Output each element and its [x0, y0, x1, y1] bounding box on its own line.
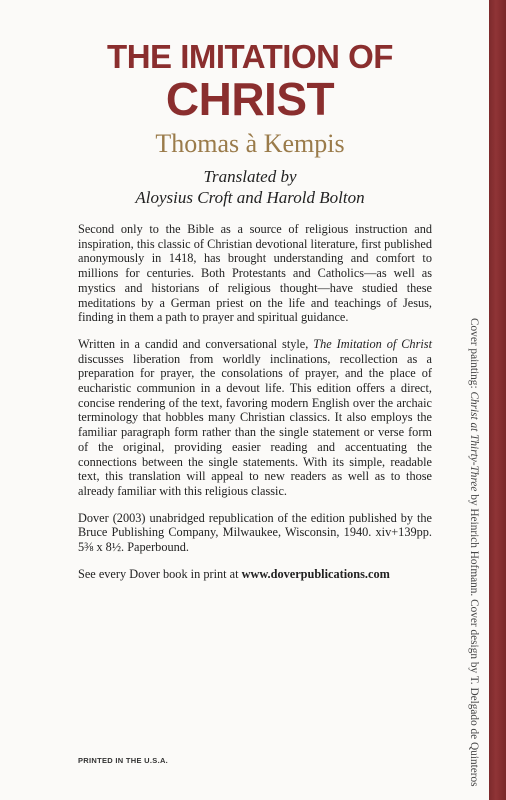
cover-credits — [462, 318, 480, 787]
translator-names: Aloysius Croft and Harold Bolton — [135, 188, 365, 207]
p2-rest: discusses liberation from worldly inclinations, recollection as a preparation for prayer, the consolations of prayer, and the place of eucharistic communion in a devout life. This edition offers a direct, concise rendering of the text, favoring modern English over the archaic terminology that hobbles many Christian classics. It also employs the familiar paragraph form rather than the single statement or verse form of the original, providing easier reading and accentuating the connections between the single statements. With its simple, readable text, this translation will appeal to new readers as well as to those already familiar with this religious classic. — [78, 351, 432, 498]
title-line-1: THE IMITATION OF — [107, 38, 393, 75]
author-name: Thomas à Kempis — [155, 129, 345, 158]
translator-block — [60, 166, 440, 208]
translated-by-label: Translated by — [203, 167, 297, 186]
p2-lead: Written in a candid and conversational style, — [78, 336, 309, 351]
credit-rest: by Heinrich Hofmann. Cover design by T. Delgado de Quinteros — [468, 494, 480, 787]
credit-lead: Cover painting: — [468, 318, 480, 389]
p2-book-title: The Imitation of Christ — [313, 336, 432, 351]
description-text — [78, 222, 432, 593]
website-line — [78, 567, 432, 582]
website-lead: See every Dover book in print at — [78, 566, 239, 581]
title-line-2: CHRIST — [165, 73, 335, 125]
book-title — [60, 38, 440, 125]
printed-in-label: PRINTED IN THE U.S.A. — [78, 756, 169, 765]
description-paragraph-2 — [78, 337, 432, 499]
publication-note: Dover (2003) unabridged republication of the edition published by the Bruce Publishing Company, Milwaukee, Wisconsin, 1940. xiv+139pp. 5⅜ x 8½. Paperbound. — [78, 510, 432, 555]
spine-edge — [489, 0, 506, 800]
website-url: www.doverpublications.com — [241, 566, 390, 581]
painting-title: Christ at Thirty-Three — [468, 391, 480, 492]
description-paragraph-1: Second only to the Bible as a source of religious instruction and inspiration, this classic of Christian devotional literature, first published anonymously in 1418, has brought understanding and comfort to millions for centuries. Both Protestants and Catholics—as well as mystics and historians of religious thought—have studied these meditations by a German priest on the life and teachings of Jesus, finding in them a path to prayer and spiritual guidance. — [78, 222, 432, 325]
